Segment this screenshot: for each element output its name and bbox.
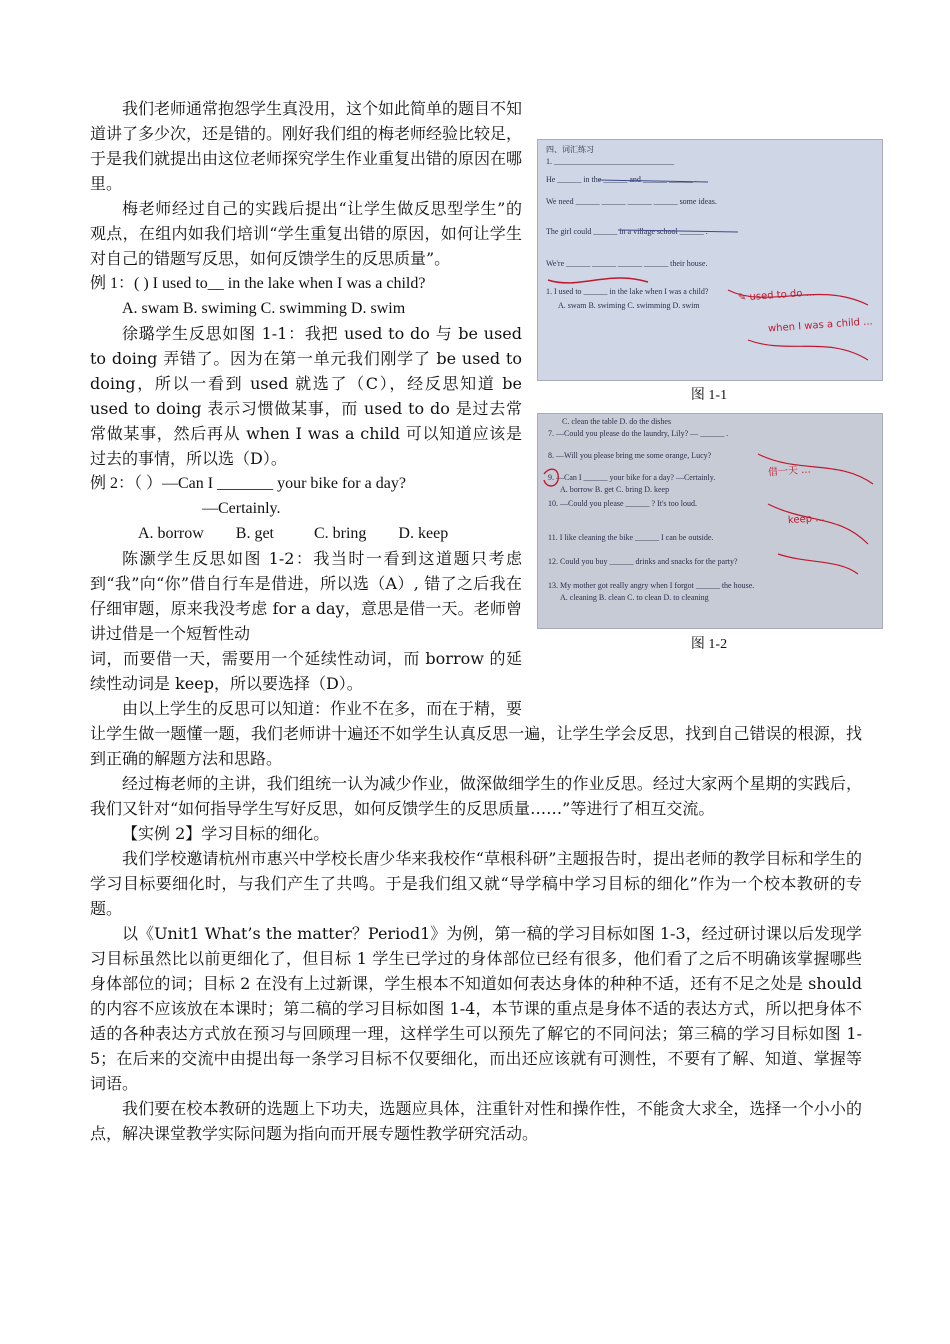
figure-1-2-caption: 图 1-2 bbox=[690, 637, 728, 652]
example-1-question: 例 1：( ) I used to__ in the lake when I was a child? bbox=[90, 275, 426, 292]
worksheet-line: 1. I used to ______ in the lake when I was a child? bbox=[546, 287, 709, 296]
handwritten-note: keep ... bbox=[787, 512, 826, 527]
worksheet-line: We need ______ ______ ______ ______ some ideas. bbox=[546, 197, 717, 206]
figure-1-1-image bbox=[537, 139, 883, 381]
section-heading-example-2: 【实例 2】学习目标的细化。 bbox=[122, 824, 330, 843]
worksheet-line: We're ______ ______ ______ ______ their house. bbox=[546, 259, 708, 268]
worksheet-line: 12. Could you buy ______ drinks and snacks for the party? bbox=[548, 557, 738, 566]
paragraph-summary: 我们要在校本教研的选题上下功夫，选题应具体，注重针对性和操作性，不能贪大求全，选择一个小小的点，解决课堂教学实际问题为指向而开展专题性教学研究活动。 bbox=[90, 1099, 862, 1143]
example-1-options: A. swam B. swiming C. swimming D. swim bbox=[122, 300, 406, 317]
worksheet-line: The girl could ______ in a village school ______ . bbox=[546, 227, 708, 236]
paragraph-xulu-reflection: 徐璐学生反思如图 1-1：我把 used to do 与 be used to doing 弄错了。因为在第一单元我们刚学了 be used to doing，所以一看到 used 就选了（C），经反思知道 be used to doing 表示习惯做某事，而 used to do 是过去常常做某事，然后再从 when I was a child 可以知道应该是过去的事情，所以选（D）。 bbox=[90, 324, 522, 468]
pen-strokes-svg bbox=[538, 140, 882, 380]
worksheet-line: A. swam B. swiming C. swimming D. swim bbox=[558, 301, 700, 310]
paragraph-reflective-students: 梅老师经过自己的实践后提出“让学生做反思型学生”的观点，在组内如我们培训“学生重复出错的原因，如何让学生对自己的错题写反思，如何反馈学生的反思质量”。 bbox=[90, 199, 522, 268]
worksheet-line: A. cleaning B. clean C. to clean D. to cleaning bbox=[560, 593, 709, 602]
example-2-question: 例 2：（ ）—Can I _______ your bike for a day? bbox=[90, 475, 406, 492]
handwritten-note: ✎ used to do ... bbox=[737, 287, 816, 304]
worksheet-line: 9. —Can I ______ your bike for a day? —Certainly. bbox=[548, 473, 716, 482]
paragraph-chenhao-reflection-cont: 词，而要借一天，需要用一个延续性动词，而 borrow 的延续性动词是 keep，所以要选择（D）。 bbox=[90, 649, 522, 693]
worksheet-line: 10. —Could you please ______ ? It's too loud. bbox=[548, 499, 697, 508]
handwritten-note: when I was a child ... bbox=[767, 316, 874, 335]
pen-strokes-svg bbox=[538, 414, 882, 628]
paragraph-practice: 经过梅老师的主讲，我们组统一认为减少作业，做深做细学生的作业反思。经过大家两个星期的实践后，我们又针对“如何指导学生写好反思，如何反馈学生的反思质量……”等进行了相互交流。 bbox=[90, 774, 862, 818]
worksheet-line: 1. ______________________________ bbox=[546, 157, 674, 166]
figure-1-2-image bbox=[537, 413, 883, 629]
handwritten-note: 借一天 ... bbox=[767, 464, 812, 479]
worksheet-line: 11. I like cleaning the bike ______ I can be outside. bbox=[548, 533, 714, 542]
example-2-options: A. borrow B. get C. bring D. keep bbox=[138, 525, 449, 542]
worksheet-line: 8. —Will you please bring me some orange, Lucy? bbox=[548, 451, 712, 460]
figure-1-1-caption: 图 1-1 bbox=[690, 388, 728, 403]
paragraph-invitation: 我们学校邀请杭州市惠兴中学校长唐少华来我校作“草根科研”主题报告时，提出老师的教学目标和学生的学习目标要细化时，与我们产生了共鸣。于是我们组又就“导学稿中学习目标的细化”作为一个校本教研的专题。 bbox=[90, 849, 862, 918]
worksheet-line: He ______ in the ______ and ______ ______ . bbox=[546, 175, 697, 184]
paragraph-intro-flow: 我们老师通常抱怨学生真没用，这个如此简单的题目不知道讲了多少次，还是错的。刚好我们组的梅老师经验比较足，于是我们就提出由这位老师探究学生作业重复出错的原因在哪里。 bbox=[90, 99, 523, 193]
paragraph-chenhao-reflection: 陈灏学生反思如图 1-2：我当时一看到这道题只考虑到“我”向“你”借自行车是借进，所以选（A）, 错了之后我在仔细审题，原来我没考虑 for a day，意思是借一天。老师曾讲过借是一个短暂性动 bbox=[90, 549, 522, 643]
worksheet-line: A. borrow B. get C. bring D. keep bbox=[560, 485, 670, 494]
worksheet-line: 13. My mother got really angry when I forgot ______ the house. bbox=[548, 581, 755, 590]
example-2-answer: —Certainly. bbox=[202, 500, 281, 517]
worksheet-line: 四、词汇练习 bbox=[546, 145, 594, 154]
paragraph-unit1-goals: 以《Unit1 What’s the matter？Period1》为例，第一稿的学习目标如图 1-3，经过研讨课以后发现学习目标虽然比以前更细化了，但目标 1 学生已学过的身体部位已经有很多，他们看了之后不明确该掌握哪些身体部位的词；目标 2 在没有上过新课，学生根本不知道如何表达身体的种种不适，还有不足之处是 should 的内容不应该放在本课时；第二稿的学习目标如图 1-4，本节课的重点是身体不适的表达方式，所以把身体不适的各种表达方式放在预习与回顾理一理，这样学生可以预先了解它的不同问法；第三稿的学习目标如图 1-5；在后来的交流中由提出每一条学习目标不仅要细化，而出还应该就有可测性，不要有了解、知道、掌握等词语。 bbox=[90, 924, 862, 1093]
paragraph-conclusion: 由以上学生的反思可以知道：作业不在多，而在于精，要让学生做一题懂一题，我们老师讲十遍还不如学生认真反思一遍，让学生学会反思，找到自己错误的根源，找到正确的解题方法和思路。 bbox=[90, 699, 862, 768]
worksheet-line: 7. —Could you please do the laundry, Lily? — ______ . bbox=[548, 429, 729, 438]
worksheet-line: C. clean the table D. do the dishes bbox=[562, 417, 672, 426]
